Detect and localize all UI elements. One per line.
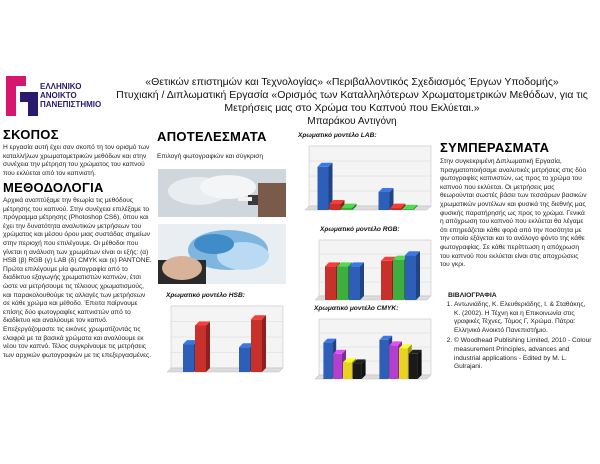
chart-bar [318,163,333,210]
bibliography-list [440,301,592,374]
poster-header [108,76,596,115]
bar-front [183,344,194,372]
methodology-text: Αρχικά αναπτύξαμε την θεωρία τις μεθόδους μέτρησης του καπνού. Στην συνέχεια επιλέξαμε το πρόγραμμα μέτρησης (Photoshop CS6), όπου και έχει την δυνατότητα αναλυτικών μετρήσεων του χρώματος και μέσου όρου μιας συστάδας σημείων στην περιοχή που επιλέγουμε. Οι μέθοδοι που γίνεται η ανάλυση των χρωμάτων είναι οι εξής: (α) HSB (β) RGB (γ) LAB (δ) CMYK και (ε) PANTONE. Πρώτα επιλέγουμε μία φωτογραφία από το διαδίκτυο εξαγωγής χρωματιστών καπνών, έτσι ώστε να μετρήσουμε τις τέλειους χρωματισμούς, και παρακολουθούμε τις αλλαγές των μετρήσεων σε κάθε χρώμα και μέθοδο. Έπειτα παίρνουμε επίσης δύο φωτογραφίες καπνιστών από το διαδίκτυο και αναλύουμε τον καπνό. Επεξεργάζομαστε τις εικόνες χρωματίζοντάς τις ελαφρά με τα βασικά χρώματα και αναλύουμε εκ νέου τον καπνό. Τέλος συγκρίνουμε τις μετρήσεις των αρχικών φωτογραφιών με τις επεξεργασμένες. [3,197,152,359]
bar-front [379,340,388,379]
chart-lab [297,140,437,220]
chart-rgb [307,234,437,310]
bar-front [393,260,404,300]
bar-front [405,255,416,300]
logo-text [40,82,101,109]
chart-bar [379,188,394,210]
logo-mark-icon [4,72,40,120]
chart-bar [349,262,364,300]
bar-front [318,167,329,210]
chart-bar [251,315,266,372]
university-logo [4,72,104,120]
bar-front [325,266,336,300]
chart-title-lab: Χρωματικό μοντέλο LAB: [298,132,377,139]
bar-side [418,350,422,379]
smoker-photo-2 [158,224,286,284]
bar-side [360,262,364,300]
bar-side [262,315,266,372]
header-line-1: «Θετικών επιστημών και Τεχνολογίας» «Περιβαλλοντικός Σχεδιασμός Έργων Υποδομής» [145,76,559,88]
bibliography-title: ΒΙΒΛΙΟΓΡΑΦΙΑ [448,292,497,299]
bar-front [399,348,408,379]
bar-front [342,208,353,210]
chart-bar [409,350,422,379]
bar-front [349,266,360,300]
logo-line-2: ΑΝΟΙΚΤΟ [40,91,77,100]
section-title-results: ΑΠΟΤΕΛΕΣΜΑΤΑ [157,129,267,144]
bar-front [337,266,348,300]
smoker-photo-1 [158,169,286,217]
section-title-conclusions: ΣΥΜΠΕΡΑΣΜΑΤΑ [440,140,550,155]
bar-front [323,343,332,379]
chart-bar [195,322,210,373]
bibliography-item: 1. Αντωνιάδης, Κ. Ελευθεριάδης, Ι. & Σταθάκης, Κ. (2002). Η Τέχνη και η Επικοινωνία στις γραφικές Τέχνες, Τόμος Γ, Χρώμα. Πάτρα: Ελληνικό Ανοικτό Πανεπιστήμιο. [454,301,592,335]
chart-title-cmyk: Χρωματικό μοντέλο CMYK: [314,305,399,312]
logo-line-3: ΠΑΝΕΠΙΣΤΗΜΙΟ [40,100,102,109]
bar-side [206,322,210,373]
chart-title-hsb: Χρωματικό μοντέλο HSB: [166,292,245,299]
bar-front [333,354,342,379]
chart-bar [405,251,420,300]
chart-title-rgb: Χρωματικό μοντέλο RGB: [320,226,400,233]
header-line-3: Μετρήσεις μας στο Χρώμα του Καπνού που Εκλύεται.» [224,102,480,114]
chart-hsb [159,300,289,382]
bar-front [330,204,341,210]
bar-front [251,319,262,372]
bar-side [416,251,420,300]
section-title-methodology: ΜΕΘΟΔΟΛΟΓΙΑ [3,180,104,195]
bar-front [195,326,206,373]
bibliography-item: 2. © Woodhead Publishing Limited, 2010 - Colour measurement Principles, advances and industrial applications - Edited by M. L. Gulrajani. [454,337,592,371]
bar-front [409,354,418,379]
bar-front [381,261,392,300]
chart-bar [353,359,366,379]
purpose-text: Η εργασία αυτή έχει σαν σκοπό τη τον ορισμό των καταλλήλων χρωματομετρικών μεθόδων και στην συνέχεια την μέτρηση του χρώματος του καπνού που εκλύεται από τον καπνιστή. [3,144,150,177]
bar-front [379,192,390,210]
conclusions-text: Στην συγκεκριμένη Διπλωματική Εργασία, πραγματοποιήσαμε αναλυτικές μετρήσεις στις δύο φωτογραφίες καπνιστών, ως προς το χρώμα του καπνού που εκλύεται. Οι μετρήσεις μας θεωρούνται σωστές βάσει των τεσσάρων βασικών χρωματικών μοντέλων και φυσικά της διεθνής μας φυσικής παρατήρησής ως προς το χρώμα. Γενικά η απόχρωση του καπνού που εκλύεται θα λέγαμε ότι επηρεάζεται κάθε φορά από την ποσότητα με την οποία εξάγεται και το ανάλογο φόντο της κάθε φωτογραφίας. Σε κάθε περίπτωση η απόχρωση του καπνού που εκλύεται είναι στις αποχρώσεις του γκρι. [440,158,587,269]
header-line-2: Πτυχιακή / Διπλωματική Εργασία «Ορισμός των Καταλληλότερων Χρωματομετρικών Μεθόδων, για τις [116,89,588,101]
photo-caption: Επιλογή φωτογραφιών και σύγκριση [157,153,264,160]
logo-line-1: ΕΛΛΗΝΙΚΟ [40,82,82,91]
bar-front [391,208,402,210]
bar-front [353,363,362,379]
section-title-purpose: ΣΚΟΠΟΣ [3,127,59,142]
bar-front [343,362,352,379]
bar-front [403,209,414,210]
bar-front [389,345,398,379]
bar-front [239,347,250,372]
chart-cmyk [307,313,437,389]
author-name: Μπαράκου Αντιγόνη [307,116,397,127]
